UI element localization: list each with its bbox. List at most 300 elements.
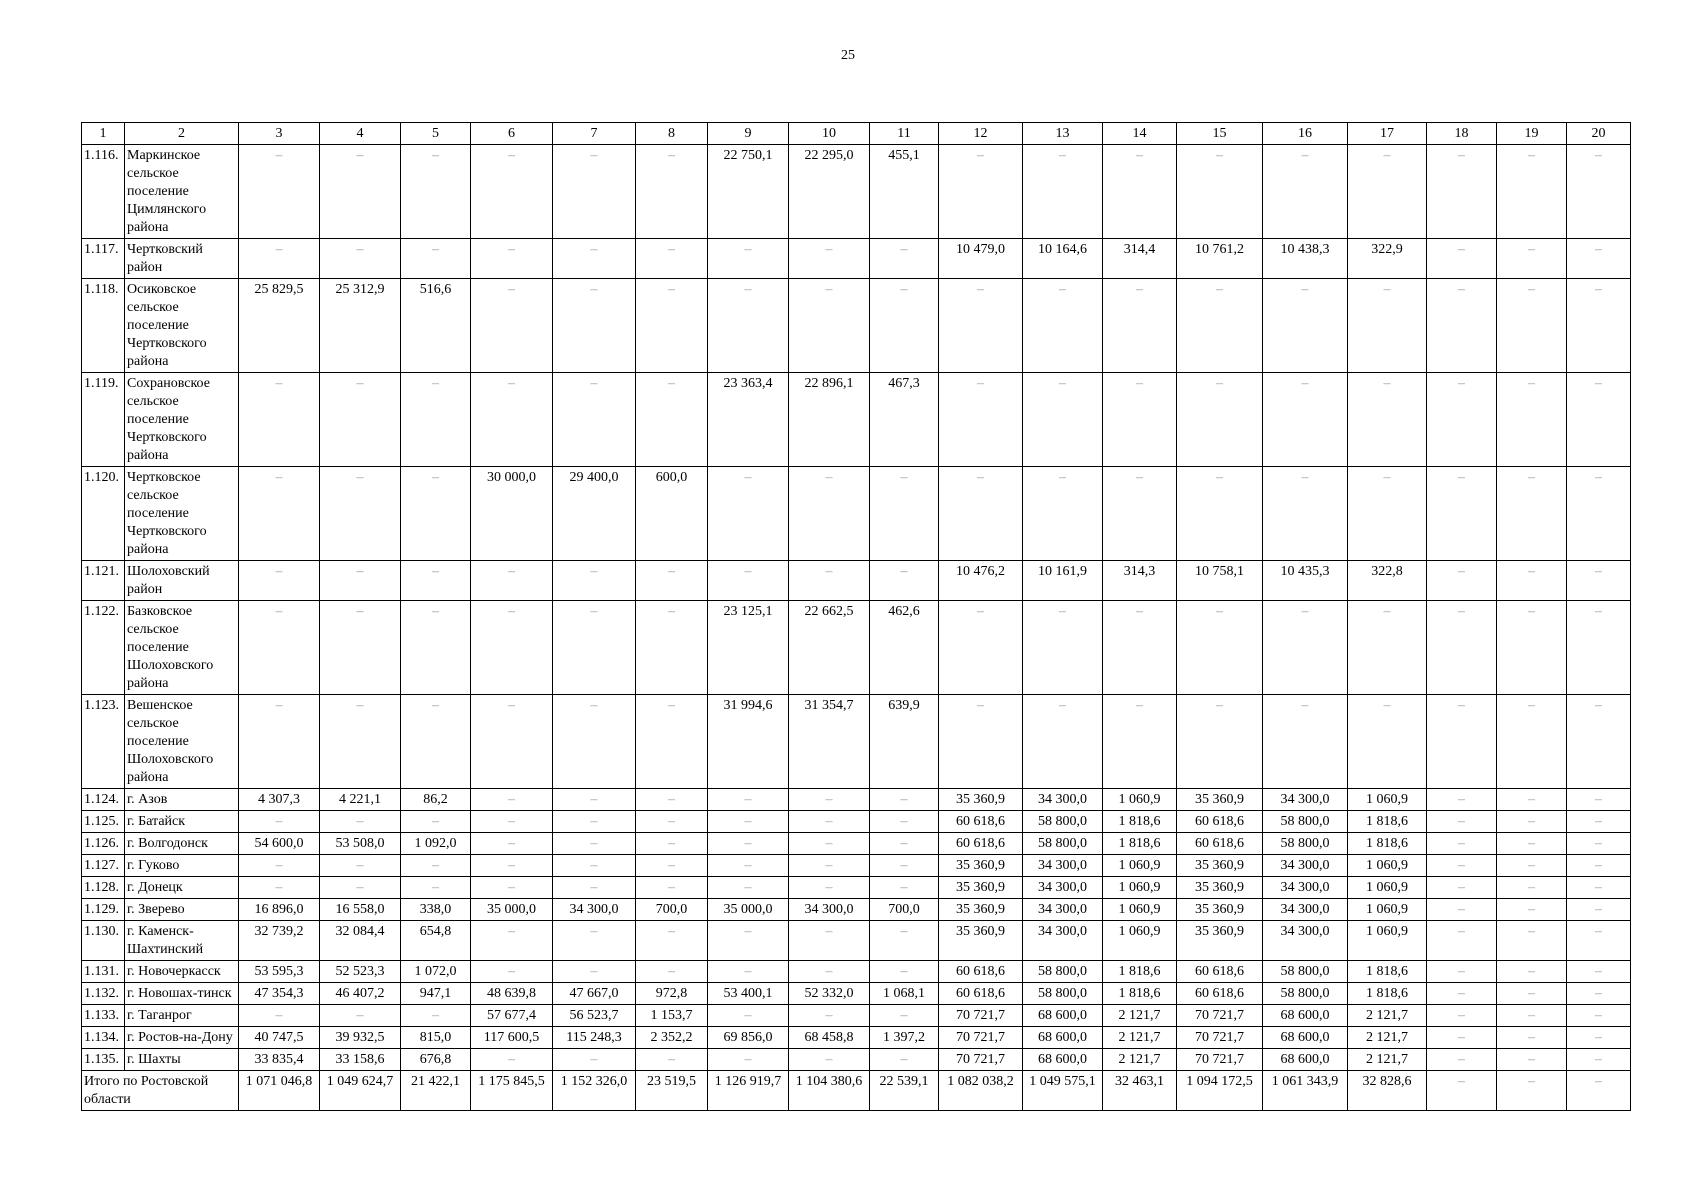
table-cell: – (401, 145, 471, 239)
table-cell: 31 994,6 (708, 695, 789, 789)
municipality-name: Чертковский район (125, 239, 239, 279)
table-cell: – (1263, 695, 1348, 789)
table-cell: – (1497, 601, 1567, 695)
table-cell: – (471, 855, 553, 877)
total-cell: 1 061 343,9 (1263, 1071, 1348, 1111)
table-cell: 22 662,5 (789, 601, 870, 695)
table-cell: – (1023, 601, 1103, 695)
total-cell: 32 463,1 (1103, 1071, 1177, 1111)
table-cell: 639,9 (870, 695, 939, 789)
table-cell: – (320, 877, 401, 899)
table-cell: 60 618,6 (1177, 811, 1263, 833)
table-row (82, 145, 1631, 239)
table-cell: 60 618,6 (939, 811, 1023, 833)
table-cell: 52 523,3 (320, 961, 401, 983)
table-cell: – (1497, 811, 1567, 833)
table-cell: 48 639,8 (471, 983, 553, 1005)
table-cell: 35 360,9 (939, 789, 1023, 811)
table-cell: 2 121,7 (1348, 1005, 1427, 1027)
table-cell: – (1103, 373, 1177, 467)
table-cell: – (708, 833, 789, 855)
table-cell: – (401, 467, 471, 561)
table-row (82, 899, 1631, 921)
table-cell: – (553, 833, 636, 855)
table-cell: – (239, 239, 320, 279)
total-cell: – (1567, 1071, 1631, 1111)
table-cell: 70 721,7 (939, 1027, 1023, 1049)
table-cell: – (1348, 695, 1427, 789)
table-cell: – (636, 145, 708, 239)
table-cell: – (1348, 279, 1427, 373)
table-cell: – (939, 373, 1023, 467)
table-cell: 34 300,0 (1023, 877, 1103, 899)
table-cell: – (1567, 279, 1631, 373)
table-cell: 455,1 (870, 145, 939, 239)
table-cell: – (1567, 877, 1631, 899)
table-cell: 32 084,4 (320, 921, 401, 961)
table-cell: – (1567, 1049, 1631, 1071)
table-cell: – (1567, 239, 1631, 279)
total-cell: 1 049 624,7 (320, 1071, 401, 1111)
table-cell: 86,2 (401, 789, 471, 811)
table-cell: – (789, 279, 870, 373)
table-cell: 47 667,0 (553, 983, 636, 1005)
table-cell: 1 818,6 (1103, 833, 1177, 855)
table-cell: – (636, 373, 708, 467)
table-cell: 57 677,4 (471, 1005, 553, 1027)
column-header: 7 (553, 123, 636, 145)
column-header: 17 (1348, 123, 1427, 145)
table-cell: – (789, 1049, 870, 1071)
table-cell: 35 360,9 (939, 899, 1023, 921)
table-cell: – (1348, 467, 1427, 561)
table-row (82, 1049, 1631, 1071)
table-cell: 1 060,9 (1348, 789, 1427, 811)
table-row (82, 983, 1631, 1005)
table-cell: – (1427, 899, 1497, 921)
table-cell: 35 360,9 (1177, 855, 1263, 877)
table-cell: 1 060,9 (1103, 877, 1177, 899)
column-header: 18 (1427, 123, 1497, 145)
table-cell: – (789, 833, 870, 855)
table-cell: 68 600,0 (1263, 1049, 1348, 1071)
table-cell: – (1263, 145, 1348, 239)
table-cell: – (708, 877, 789, 899)
total-cell: 1 094 172,5 (1177, 1071, 1263, 1111)
table-row (82, 877, 1631, 899)
total-cell: 1 049 575,1 (1023, 1071, 1103, 1111)
table-cell: – (1263, 601, 1348, 695)
table-cell: – (708, 279, 789, 373)
table-cell: – (471, 789, 553, 811)
table-cell: – (789, 789, 870, 811)
table-cell: – (939, 695, 1023, 789)
table-cell: – (708, 1005, 789, 1027)
table-cell: – (553, 601, 636, 695)
table-cell: – (471, 833, 553, 855)
municipality-name: г. Донецк (125, 877, 239, 899)
table-cell: 60 618,6 (1177, 961, 1263, 983)
table-cell: 947,1 (401, 983, 471, 1005)
total-cell: 21 422,1 (401, 1071, 471, 1111)
table-cell: – (1103, 467, 1177, 561)
row-number: 1.118. (82, 279, 125, 373)
table-cell: 68 600,0 (1023, 1049, 1103, 1071)
table-cell: 34 300,0 (1263, 855, 1348, 877)
municipality-name: г. Новошах-тинск (125, 983, 239, 1005)
table-cell: 60 618,6 (939, 983, 1023, 1005)
table-cell: 52 332,0 (789, 983, 870, 1005)
municipality-name: Базковское сельское поселение Шолоховского района (125, 601, 239, 695)
table-row (82, 1027, 1631, 1049)
table-cell: 1 060,9 (1348, 921, 1427, 961)
table-cell: 33 158,6 (320, 1049, 401, 1071)
table-cell: – (636, 789, 708, 811)
table-cell: – (789, 239, 870, 279)
table-cell: – (471, 279, 553, 373)
total-cell: 22 539,1 (870, 1071, 939, 1111)
table-cell: – (870, 789, 939, 811)
table-cell: – (1023, 373, 1103, 467)
row-number: 1.119. (82, 373, 125, 467)
table-cell: – (708, 921, 789, 961)
row-number: 1.135. (82, 1049, 125, 1071)
table-cell: 1 818,6 (1103, 961, 1177, 983)
table-cell: – (1427, 373, 1497, 467)
table-cell: – (789, 877, 870, 899)
table-cell: – (870, 921, 939, 961)
table-cell: – (1497, 833, 1567, 855)
table-cell: – (1497, 467, 1567, 561)
budget-table (81, 122, 1631, 1111)
column-header: 19 (1497, 123, 1567, 145)
table-cell: – (636, 921, 708, 961)
table-cell: – (401, 601, 471, 695)
table-cell: – (1497, 983, 1567, 1005)
column-header: 3 (239, 123, 320, 145)
table-row (82, 279, 1631, 373)
table-cell: – (870, 833, 939, 855)
table-cell: – (636, 811, 708, 833)
table-cell: – (1567, 373, 1631, 467)
table-cell: 4 307,3 (239, 789, 320, 811)
municipality-name: Сохрановское сельское поселение Чертковского района (125, 373, 239, 467)
table-cell: 53 595,3 (239, 961, 320, 983)
table-cell: 16 896,0 (239, 899, 320, 921)
table-cell: 1 092,0 (401, 833, 471, 855)
total-row (82, 1071, 1631, 1111)
table-cell: – (789, 467, 870, 561)
table-cell: – (1567, 855, 1631, 877)
table-cell: 35 360,9 (1177, 789, 1263, 811)
table-cell: 2 121,7 (1103, 1005, 1177, 1027)
table-cell: – (401, 1005, 471, 1027)
table-cell: 322,9 (1348, 239, 1427, 279)
row-number: 1.126. (82, 833, 125, 855)
table-cell: 47 354,3 (239, 983, 320, 1005)
table-cell: – (401, 695, 471, 789)
table-row (82, 373, 1631, 467)
table-cell: 22 750,1 (708, 145, 789, 239)
table-cell: 322,8 (1348, 561, 1427, 601)
table-cell: – (1427, 279, 1497, 373)
table-cell: – (1567, 983, 1631, 1005)
table-cell: – (1263, 279, 1348, 373)
table-cell: – (870, 561, 939, 601)
table-cell: – (870, 1005, 939, 1027)
table-cell: 35 360,9 (939, 877, 1023, 899)
table-cell: – (553, 145, 636, 239)
column-header: 15 (1177, 123, 1263, 145)
table-cell: 22 295,0 (789, 145, 870, 239)
row-number: 1.124. (82, 789, 125, 811)
table-cell: 30 000,0 (471, 467, 553, 561)
table-cell: – (1497, 1005, 1567, 1027)
table-cell: – (1497, 1027, 1567, 1049)
table-cell: – (1023, 467, 1103, 561)
column-header: 16 (1263, 123, 1348, 145)
table-cell: 34 300,0 (553, 899, 636, 921)
table-cell: – (1497, 921, 1567, 961)
municipality-name: г. Ростов-на-Дону (125, 1027, 239, 1049)
table-cell: 35 360,9 (939, 921, 1023, 961)
table-cell: 70 721,7 (1177, 1049, 1263, 1071)
table-cell: – (1427, 789, 1497, 811)
table-cell: – (789, 811, 870, 833)
row-number: 1.134. (82, 1027, 125, 1049)
table-cell: – (708, 561, 789, 601)
table-cell: – (636, 279, 708, 373)
table-cell: – (1348, 373, 1427, 467)
table-cell: – (1497, 899, 1567, 921)
table-cell: 58 800,0 (1263, 811, 1348, 833)
table-cell: – (1427, 833, 1497, 855)
table-cell: – (1567, 467, 1631, 561)
table-cell: – (636, 855, 708, 877)
table-cell: – (636, 961, 708, 983)
table-cell: 33 835,4 (239, 1049, 320, 1071)
municipality-name: Вешенское сельское поселение Шолоховского района (125, 695, 239, 789)
table-cell: 117 600,5 (471, 1027, 553, 1049)
table-cell: – (636, 561, 708, 601)
table-cell: 60 618,6 (1177, 983, 1263, 1005)
table-cell: 16 558,0 (320, 899, 401, 921)
table-row (82, 467, 1631, 561)
table-cell: – (1177, 695, 1263, 789)
row-number: 1.129. (82, 899, 125, 921)
table-cell: 34 300,0 (1263, 877, 1348, 899)
table-cell: 10 758,1 (1177, 561, 1263, 601)
table-cell: – (1427, 239, 1497, 279)
table-cell: – (1497, 961, 1567, 983)
table-cell: 60 618,6 (939, 833, 1023, 855)
table-cell: 34 300,0 (1023, 789, 1103, 811)
municipality-name: г. Новочеркасск (125, 961, 239, 983)
table-cell: 34 300,0 (789, 899, 870, 921)
table-cell: – (1427, 921, 1497, 961)
table-cell: 4 221,1 (320, 789, 401, 811)
municipality-name: Шолоховский район (125, 561, 239, 601)
table-cell: – (239, 855, 320, 877)
table-cell: – (401, 239, 471, 279)
table-cell: 10 761,2 (1177, 239, 1263, 279)
table-cell: 70 721,7 (939, 1005, 1023, 1027)
table-header-row (82, 123, 1631, 145)
table-cell: – (789, 561, 870, 601)
column-header: 4 (320, 123, 401, 145)
table-cell: 54 600,0 (239, 833, 320, 855)
row-number: 1.116. (82, 145, 125, 239)
table-row (82, 921, 1631, 961)
table-cell: – (708, 467, 789, 561)
table-cell: 1 818,6 (1348, 983, 1427, 1005)
table-cell: – (239, 373, 320, 467)
total-cell: 1 082 038,2 (939, 1071, 1023, 1111)
municipality-name: г. Таганрог (125, 1005, 239, 1027)
table-cell: – (320, 855, 401, 877)
table-cell: – (1567, 695, 1631, 789)
table-cell: 1 060,9 (1103, 855, 1177, 877)
table-cell: – (401, 855, 471, 877)
total-cell: 1 104 380,6 (789, 1071, 870, 1111)
table-cell: – (1427, 467, 1497, 561)
table-cell: – (870, 961, 939, 983)
table-cell: 1 068,1 (870, 983, 939, 1005)
table-cell: – (553, 695, 636, 789)
table-cell: – (320, 1005, 401, 1027)
table-cell: – (1567, 789, 1631, 811)
column-header: 6 (471, 123, 553, 145)
table-cell: – (1103, 695, 1177, 789)
table-cell: – (1497, 373, 1567, 467)
municipality-name: г. Батайск (125, 811, 239, 833)
table-cell: 39 932,5 (320, 1027, 401, 1049)
table-cell: – (320, 811, 401, 833)
table-cell: – (471, 877, 553, 899)
table-cell: – (708, 811, 789, 833)
table-cell: – (789, 961, 870, 983)
table-cell: 35 000,0 (708, 899, 789, 921)
table-cell: – (1567, 961, 1631, 983)
table-cell: 68 600,0 (1263, 1027, 1348, 1049)
municipality-name: г. Волгодонск (125, 833, 239, 855)
table-cell: 10 161,9 (1023, 561, 1103, 601)
table-cell: 115 248,3 (553, 1027, 636, 1049)
table-cell: – (1567, 833, 1631, 855)
table-cell: – (1177, 279, 1263, 373)
table-cell: – (1177, 145, 1263, 239)
table-cell: 1 818,6 (1103, 811, 1177, 833)
table-cell: 58 800,0 (1023, 961, 1103, 983)
table-cell: 31 354,7 (789, 695, 870, 789)
table-cell: – (553, 239, 636, 279)
table-cell: 815,0 (401, 1027, 471, 1049)
table-cell: 35 360,9 (1177, 899, 1263, 921)
table-cell: – (1427, 1049, 1497, 1071)
table-cell: – (239, 695, 320, 789)
total-cell: 1 152 326,0 (553, 1071, 636, 1111)
table-cell: 462,6 (870, 601, 939, 695)
row-number: 1.120. (82, 467, 125, 561)
table-cell: 654,8 (401, 921, 471, 961)
table-cell: 10 479,0 (939, 239, 1023, 279)
table-cell: – (1348, 601, 1427, 695)
row-number: 1.123. (82, 695, 125, 789)
table-cell: 34 300,0 (1023, 921, 1103, 961)
table-cell: – (1427, 1005, 1497, 1027)
table-cell: – (401, 373, 471, 467)
table-cell: – (1023, 145, 1103, 239)
table-cell: – (870, 811, 939, 833)
table-cell: – (1497, 855, 1567, 877)
column-header: 9 (708, 123, 789, 145)
table-cell: – (870, 279, 939, 373)
table-cell: 58 800,0 (1263, 983, 1348, 1005)
table-cell: – (1567, 899, 1631, 921)
table-cell: – (636, 877, 708, 899)
table-cell: – (1427, 983, 1497, 1005)
table-cell: – (1497, 279, 1567, 373)
table-cell: – (870, 467, 939, 561)
table-cell: 70 721,7 (1177, 1027, 1263, 1049)
table-row (82, 561, 1631, 601)
table-cell: 35 360,9 (939, 855, 1023, 877)
table-cell: – (239, 467, 320, 561)
table-cell: – (320, 145, 401, 239)
table-cell: 314,3 (1103, 561, 1177, 601)
table-cell: 56 523,7 (553, 1005, 636, 1027)
table-cell: – (553, 373, 636, 467)
table-cell: 1 818,6 (1103, 983, 1177, 1005)
table-cell: 58 800,0 (1023, 811, 1103, 833)
row-number: 1.130. (82, 921, 125, 961)
column-header: 20 (1567, 123, 1631, 145)
table-cell: 1 397,2 (870, 1027, 939, 1049)
table-cell: – (1567, 811, 1631, 833)
table-cell: – (320, 373, 401, 467)
table-cell: – (636, 239, 708, 279)
table-cell: – (939, 467, 1023, 561)
table-row (82, 789, 1631, 811)
column-header: 5 (401, 123, 471, 145)
table-cell: – (1427, 561, 1497, 601)
table-row (82, 855, 1631, 877)
table-cell: – (636, 695, 708, 789)
table-cell: 1 072,0 (401, 961, 471, 983)
table-cell: – (1427, 811, 1497, 833)
table-cell: – (320, 239, 401, 279)
municipality-name: г. Каменск-Шахтинский (125, 921, 239, 961)
table-cell: 70 721,7 (939, 1049, 1023, 1071)
table-cell: – (471, 921, 553, 961)
table-cell: 1 060,9 (1103, 921, 1177, 961)
table-cell: – (708, 789, 789, 811)
table-cell: 10 164,6 (1023, 239, 1103, 279)
table-cell: 34 300,0 (1263, 899, 1348, 921)
page-number: 25 (841, 48, 855, 63)
table-cell: – (553, 789, 636, 811)
table-cell: 467,3 (870, 373, 939, 467)
table-cell: – (1177, 601, 1263, 695)
table-cell: 700,0 (870, 899, 939, 921)
table-cell: – (553, 877, 636, 899)
table-cell: 34 300,0 (1023, 899, 1103, 921)
table-cell: – (870, 1049, 939, 1071)
table-cell: 10 438,3 (1263, 239, 1348, 279)
column-header: 2 (125, 123, 239, 145)
column-header: 10 (789, 123, 870, 145)
table-cell: – (471, 561, 553, 601)
